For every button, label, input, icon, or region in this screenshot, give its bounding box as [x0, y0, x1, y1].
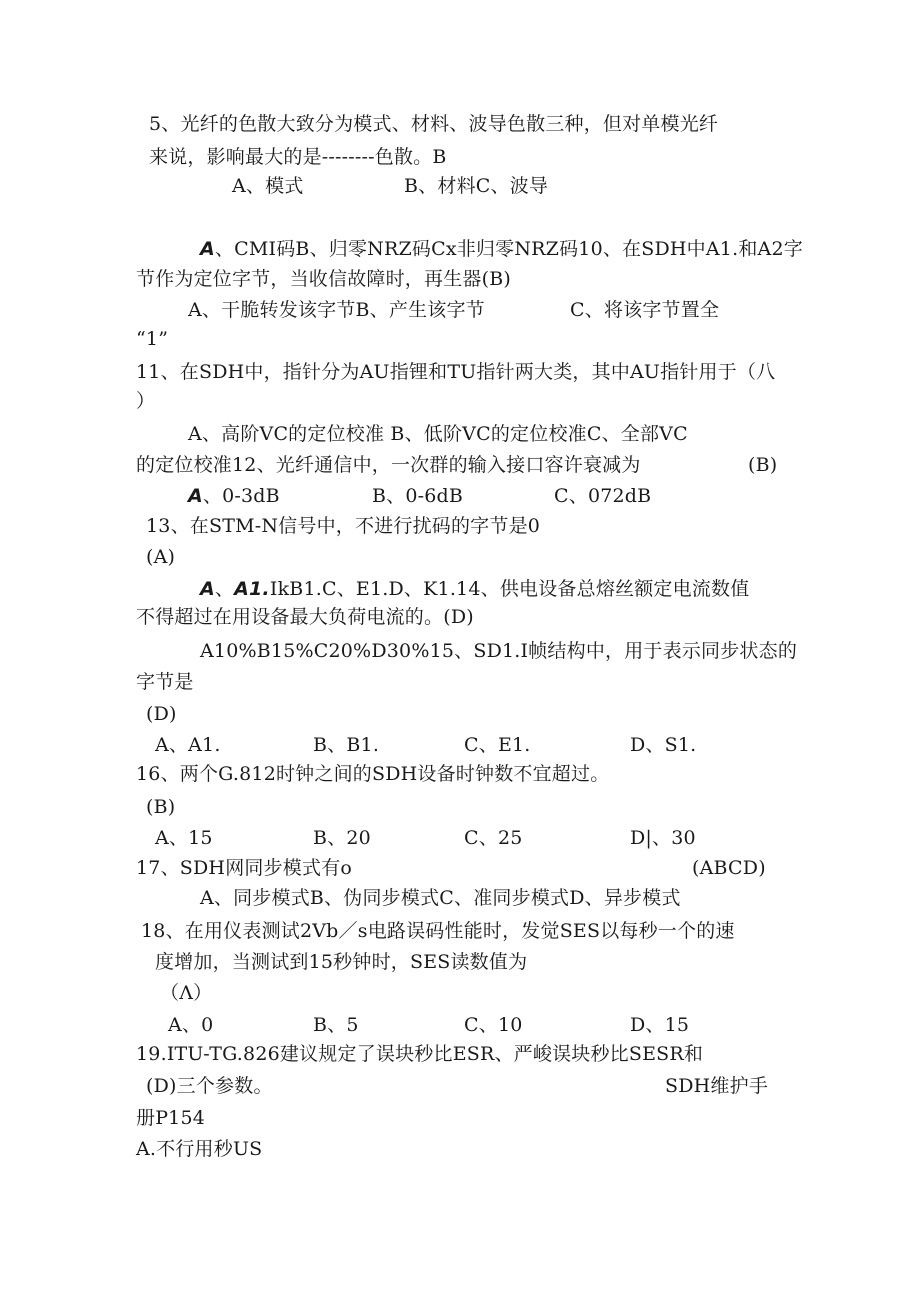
q19-line2: (D)三个参数。: [146, 1075, 273, 1097]
q17-answer: (ABCD): [692, 857, 766, 879]
q12-prefix-a: A: [188, 485, 203, 507]
q12-option-a: [188, 484, 280, 508]
q5-option-bc: B、材料C、波导: [404, 175, 549, 197]
q5-line1: 5、光纤的色散大致分为模式、材料、波导色散三种，但对单模光纤: [149, 113, 719, 135]
q16-option-b: B、20: [313, 827, 371, 849]
q10-line4: “1”: [136, 328, 169, 350]
q16-option-a: A、15: [155, 827, 213, 849]
q10-prefix-a: A: [200, 238, 215, 260]
q16-answer: (B): [146, 796, 176, 818]
q15-line1: A10%B15%C20%D30%15、SD1.I帧结构中，用于表示同步状态的: [200, 640, 798, 662]
q14-line2: 不得超过在用设备最大负荷电流的。(D): [136, 606, 474, 628]
q12-answer: (B): [748, 454, 778, 476]
q11-line4: 的定位校准12、光纤通信中，一次群的输入接口容许衰减为: [136, 454, 641, 476]
q18-option-d: D、15: [630, 1014, 690, 1036]
q15-option-c: C、E1.: [464, 734, 531, 756]
q16-option-d: D|、30: [630, 827, 696, 849]
q17-line1: 17、SDH网同步模式有o: [136, 857, 353, 879]
q17-options: A、同步模式B、伪同步模式C、准同步模式D、异步模式: [200, 887, 681, 909]
q15-option-d: D、S1.: [630, 734, 697, 756]
q10-line1: [200, 237, 803, 261]
q10-option-ab: A、干脆转发该字节B、产生该字节: [188, 299, 485, 321]
q15-option-b: B、B1.: [313, 734, 380, 756]
q18-line2: 度增加，当测试到15秒钟时，SES读数值为: [155, 951, 528, 973]
q19-reference: SDH维护手: [665, 1075, 769, 1097]
q15-line2: 字节是: [136, 671, 194, 693]
q13-prefix-a: A: [200, 578, 215, 600]
q10-option-c: C、将该字节置全: [570, 299, 720, 321]
q13-a1: A1.: [234, 578, 270, 600]
q18-option-a: A、0: [168, 1014, 214, 1036]
q11-options: A、高阶VC的定位校准 B、低阶VC的定位校准C、全部VC: [188, 423, 688, 445]
q13-line3-rest: IkB1.C、E1.D、K1.14、供电设备总熔丝额定电流数值: [269, 578, 750, 600]
q11-line2: ）: [136, 390, 156, 412]
q12-option-a-rest: 、0-3dB: [202, 485, 280, 507]
q19-line3: 册P154: [136, 1107, 206, 1129]
q18-answer: （Λ）: [160, 982, 213, 1004]
q18-option-c: C、10: [464, 1014, 523, 1036]
q18-option-b: B、5: [313, 1014, 359, 1036]
q5-line2: 来说，影响最大的是--------色散。B: [149, 146, 447, 168]
q16-option-c: C、25: [464, 827, 523, 849]
q16-line1: 16、两个G.812时钟之间的SDH设备时钟数不宜超过。: [136, 763, 610, 785]
q18-line1: 18、在用仪表测试2Vb／s电路误码性能时，发觉SES以每秒一个的速: [141, 920, 735, 942]
q5-option-a: A、模式: [232, 175, 304, 197]
q13-sep: 、: [214, 578, 235, 600]
q13-answer: (A): [146, 546, 176, 568]
q15-option-a: A、A1.: [155, 734, 221, 756]
q19-line1: 19.ITU-TG.826建议规定了误块秒比ESR、严峻误块秒比SESR和: [136, 1043, 704, 1065]
q10-line1-rest: 、CMI码B、归零NRZ码Cx非归零NRZ码10、在SDH中A1.和A2字: [214, 238, 803, 260]
q12-option-b: B、0-6dB: [372, 485, 464, 507]
q12-option-c: C、072dB: [554, 485, 652, 507]
q19-option-a: A.不行用秒US: [136, 1138, 263, 1160]
q13-line1: 13、在STM-N信号中，不进行扰码的字节是0: [146, 515, 541, 537]
q11-line1: 11、在SDH中，指针分为AU指锂和TU指针两大类，其中AU指针用于（八: [136, 361, 776, 383]
q15-answer: (D): [146, 703, 177, 725]
q10-line2: 节作为定位字节，当收信故障时，再生器(B): [136, 268, 511, 290]
q13-line3: [200, 577, 749, 601]
